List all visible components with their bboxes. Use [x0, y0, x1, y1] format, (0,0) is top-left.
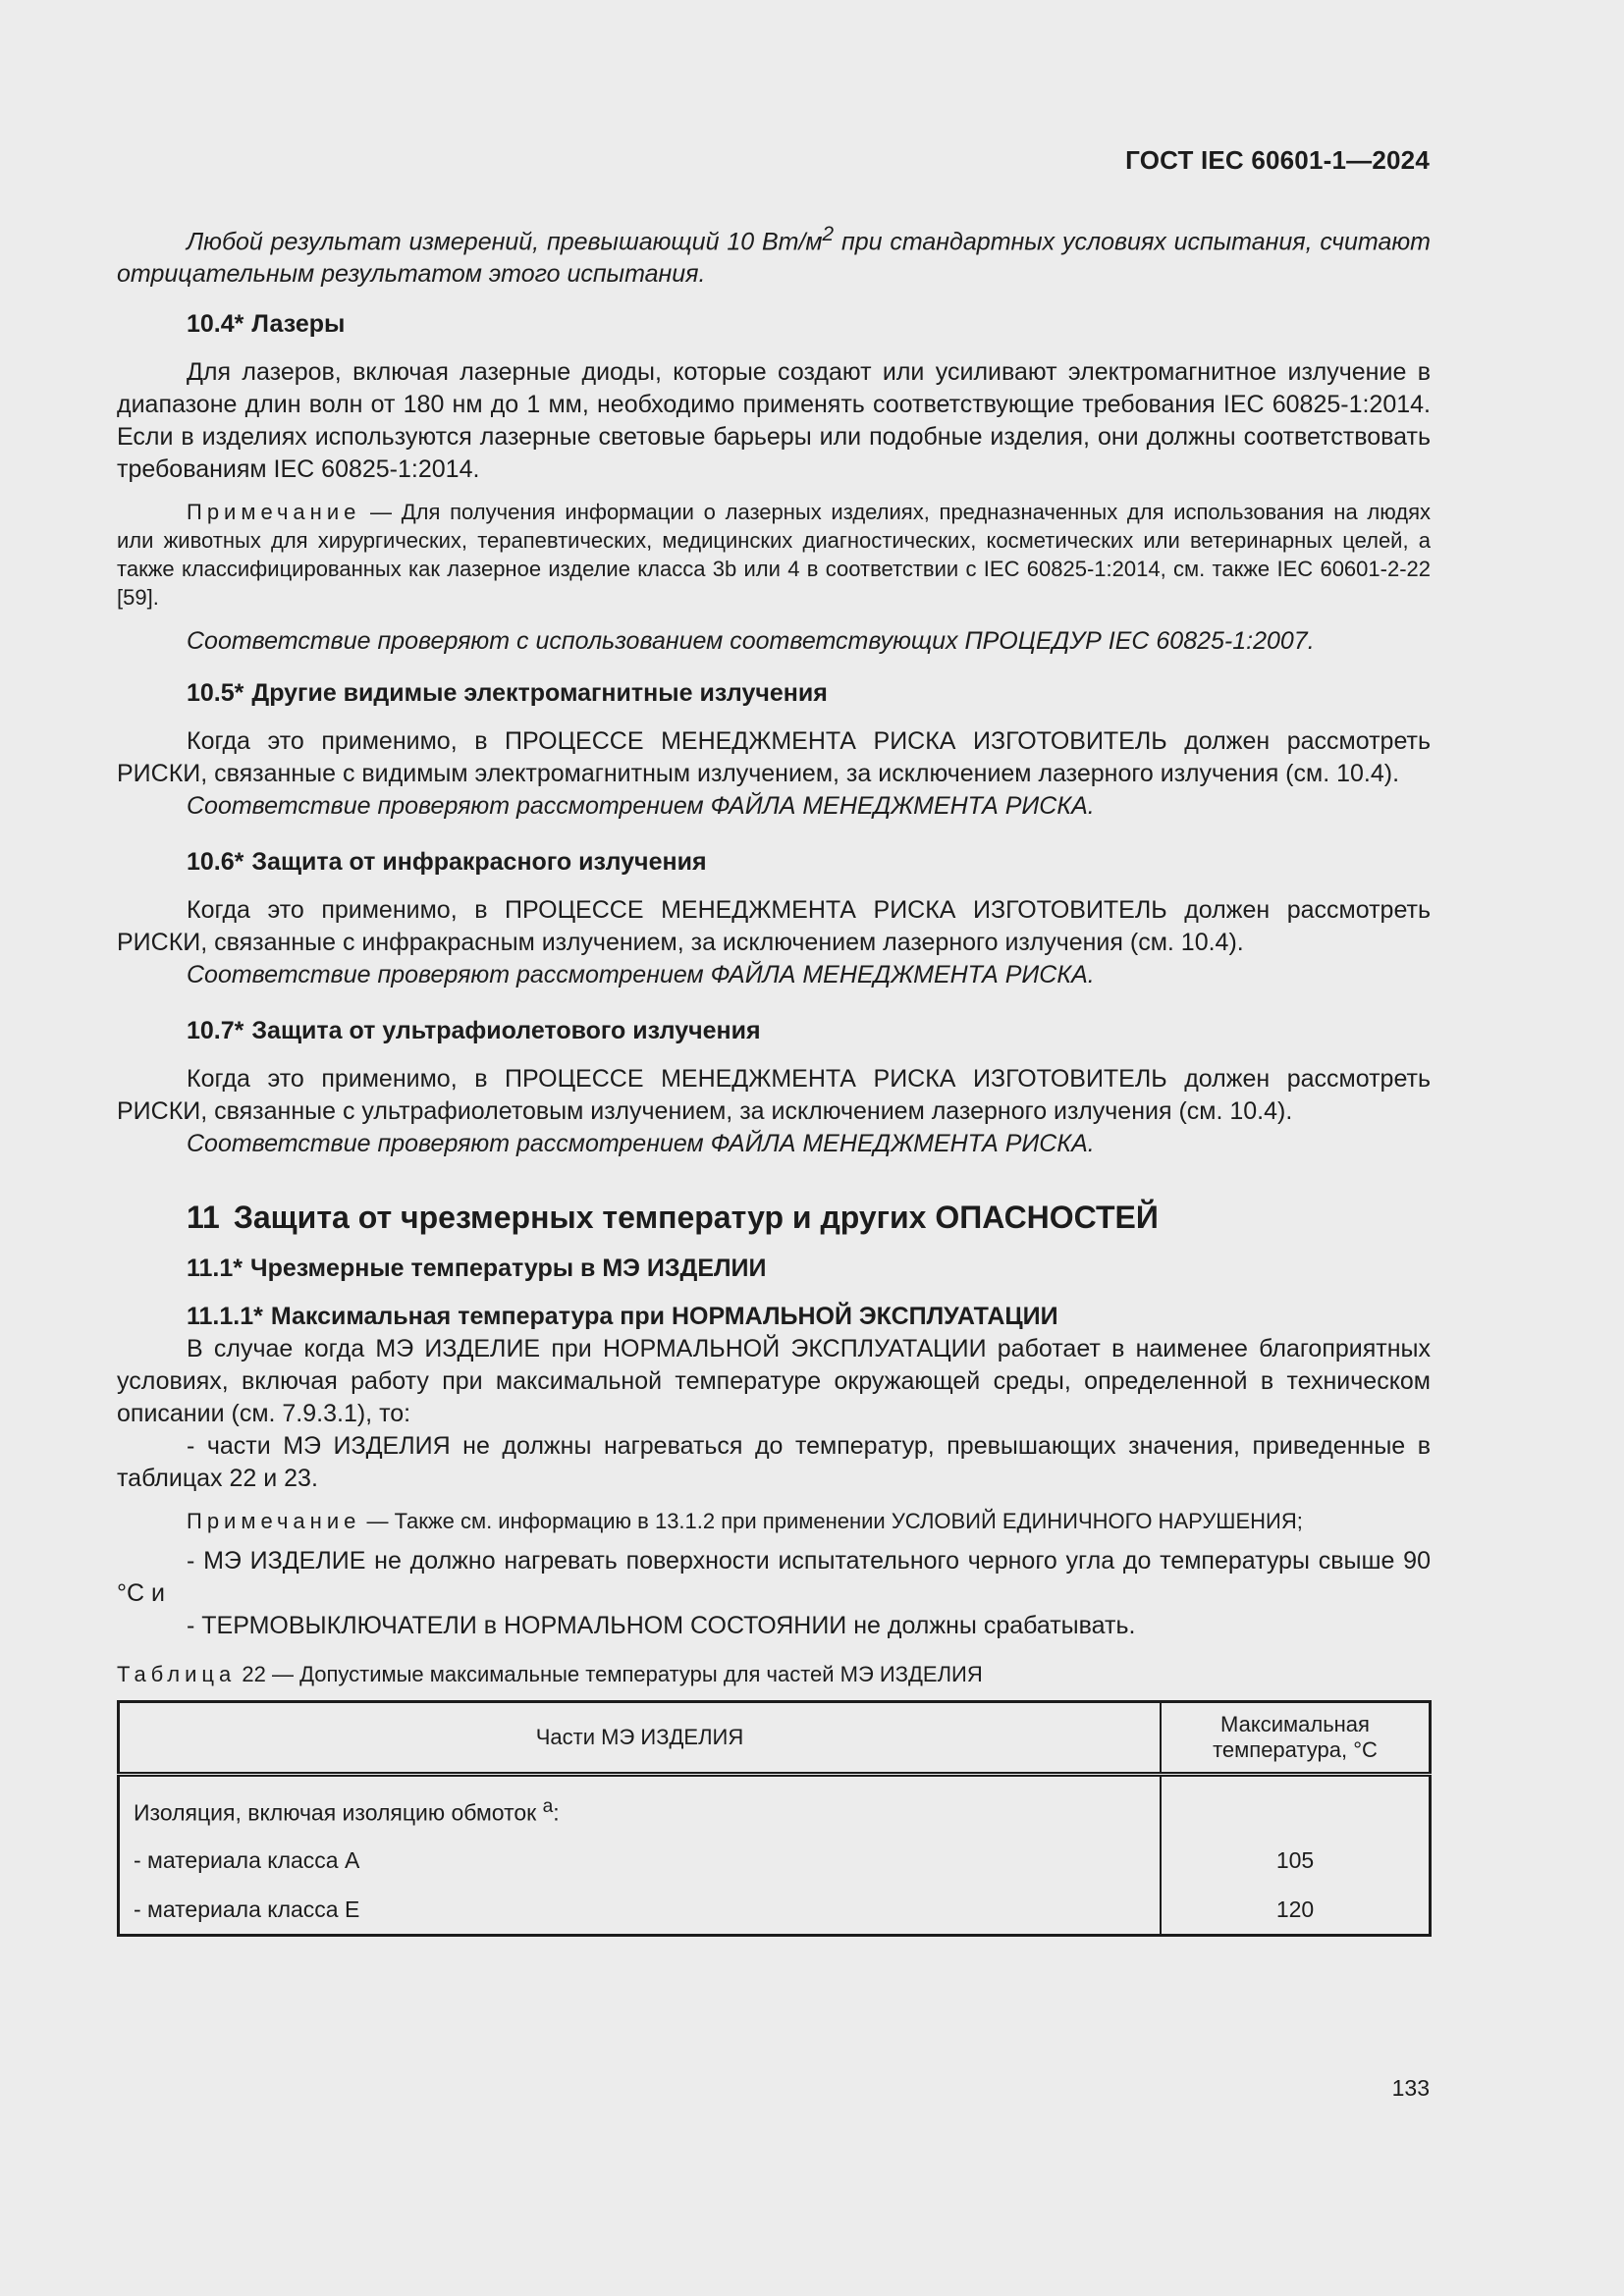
section-10-5-body: Когда это применимо, в ПРОЦЕССЕ МЕНЕДЖМЕНТА РИСКА ИЗГОТОВИТЕЛЬ должен рассмотреть РИСКИ, связанные с видимым электромагнитным излучением, за исключением лазерного излучения (см. 10.4).	[117, 727, 1431, 788]
cell-text-tail: :	[553, 1799, 560, 1826]
footnote-marker: a	[542, 1796, 554, 1817]
section-title: Защита от инфракрасного излучения	[251, 848, 707, 877]
table-cell-part: - материала класса Е	[119, 1885, 1162, 1936]
table-cell-temp: 120	[1275, 1896, 1315, 1922]
chapter-11-heading	[117, 1198, 1431, 1237]
intro-text-a: Любой результат измерений, превышающий 10 Вт/м	[187, 228, 823, 256]
table-caption-label: Таблица	[117, 1662, 237, 1687]
section-11-1-1-heading	[117, 1301, 1431, 1333]
section-title: Лазеры	[251, 310, 346, 339]
table-row	[119, 1885, 1431, 1936]
table-cell-temp: 105	[1275, 1846, 1315, 1873]
column-header-parts: Части МЭ ИЗДЕЛИЯ	[119, 1702, 1162, 1775]
list-item-3: - ТЕРМОВЫКЛЮЧАТЕЛИ в НОРМАЛЬНОМ СОСТОЯНИИ не должны срабатывать.	[187, 1612, 1136, 1640]
section-title: Максимальная температура при НОРМАЛЬНОЙ ЭКСПЛУАТАЦИИ	[270, 1303, 1058, 1331]
section-number: 11.1*	[187, 1255, 244, 1283]
table-row	[119, 1775, 1431, 1837]
column-header-line-2: температура, °С	[1213, 1737, 1378, 1763]
table-header-row	[119, 1702, 1431, 1775]
note-text: — Также см. информацию в 13.1.2 при применении УСЛОВИЙ ЕДИНИЧНОГО НАРУШЕНИЯ;	[360, 1509, 1303, 1534]
intro-text-b: при стандартных условиях испытания, считают отрицательным результатом этого испытания.	[117, 228, 1432, 289]
table-cell-part: - материала класса А	[119, 1836, 1162, 1885]
table-22	[117, 1700, 1432, 1937]
column-header-line-1: Максимальная	[1220, 1712, 1370, 1737]
section-number: 11.1.1*	[187, 1303, 263, 1331]
section-title: Чрезмерные температуры в МЭ ИЗДЕЛИИ	[250, 1255, 767, 1283]
table-22-caption	[117, 1660, 1431, 1688]
chapter-title: Защита от чрезмерных температур и других ОПАСНОСТЕЙ	[233, 1200, 1159, 1236]
section-10-4-heading	[117, 308, 1431, 341]
section-title: Защита от ультрафиолетового излучения	[251, 1017, 761, 1045]
table-cell-part	[119, 1775, 1162, 1837]
list-item-1: - части МЭ ИЗДЕЛИЯ не должны нагреваться до температур, превышающих значения, приведенные в таблицах 22 и 23.	[117, 1432, 1431, 1493]
section-11-1-1-body: В случае когда МЭ ИЗДЕЛИЕ при НОРМАЛЬНОЙ ЭКСПЛУАТАЦИИ работает в наименее благоприятных условиях, включая работу при максимальной температуре окружающей среды, определенной в техническом описании (см. 7.9.3.1), то:	[117, 1335, 1431, 1428]
note-text: — Для получения информации о лазерных изделиях, предназначенных для использования на людях или животных для хирургических, терапевтических, медицинских диагностических, косметических или ветеринарных целей, а также классифицированных как лазерное изделие класса 3b или 4 в соответствии с IEC 60825-1:2014, см. также IEC 60601-2-22 [59].	[117, 500, 1431, 611]
note-label: Примечание	[187, 500, 361, 525]
section-10-6-heading	[117, 846, 1431, 879]
chapter-number: 11	[187, 1200, 220, 1236]
section-number: 10.7*	[187, 1017, 244, 1045]
standard-code: ГОСТ IEC 60601-1—2024	[1125, 145, 1430, 175]
column-header-max-temp	[1161, 1702, 1431, 1775]
list-item-2: - МЭ ИЗДЕЛИЕ не должно нагревать поверхности испытательного черного угла до температуры свыше 90 °С и	[117, 1547, 1431, 1608]
section-10-4-note	[117, 498, 1431, 612]
section-10-7-compliance: Соответствие проверяют рассмотрением ФАЙЛА МЕНЕДЖМЕНТА РИСКА.	[187, 1130, 1095, 1158]
section-10-7-body: Когда это применимо, в ПРОЦЕССЕ МЕНЕДЖМЕНТА РИСКА ИЗГОТОВИТЕЛЬ должен рассмотреть РИСКИ, связанные с ультрафиолетовым излучением, за исключением лазерного излучения (см. 10.4).	[117, 1065, 1431, 1126]
section-10-7-heading	[117, 1015, 1431, 1047]
section-number: 10.4*	[187, 310, 244, 339]
section-number: 10.5*	[187, 679, 244, 708]
section-10-5-heading	[117, 677, 1431, 710]
intro-paragraph	[117, 218, 1431, 291]
table-row	[119, 1836, 1431, 1885]
table-caption-text: 22 — Допустимые максимальные температуры для частей МЭ ИЗДЕЛИЯ	[236, 1662, 983, 1687]
note-label: Примечание	[187, 1509, 361, 1534]
section-10-4-compliance: Соответствие проверяют с использованием соответствующих ПРОЦЕДУР IEC 60825-1:2007.	[187, 627, 1315, 656]
section-10-4-body: Для лазеров, включая лазерные диоды, которые создают или усиливают электромагнитное излучение в диапазоне длин волн от 180 нм до 1 мм, необходимо применять соответствующие требования IEC 60825-1:2014. Если в изделиях используются лазерные световые барьеры или подобные изделия, они должны соответствовать требованиям IEC 60825-1:2014.	[117, 358, 1431, 484]
intro-superscript: 2	[822, 223, 835, 245]
page-content	[117, 218, 1431, 1937]
section-11-1-1-note	[117, 1507, 1431, 1535]
section-title: Другие видимые электромагнитные излучения	[251, 679, 828, 708]
section-10-6-compliance: Соответствие проверяют рассмотрением ФАЙЛА МЕНЕДЖМЕНТА РИСКА.	[187, 961, 1095, 989]
cell-text: Изоляция, включая изоляцию обмоток	[134, 1799, 543, 1826]
section-10-5-compliance: Соответствие проверяют рассмотрением ФАЙЛА МЕНЕДЖМЕНТА РИСКА.	[187, 792, 1095, 821]
section-number: 10.6*	[187, 848, 244, 877]
table-cell-temp	[1161, 1775, 1431, 1837]
page-number: 133	[1391, 2075, 1430, 2101]
section-11-1-heading	[117, 1253, 1431, 1285]
section-10-6-body: Когда это применимо, в ПРОЦЕССЕ МЕНЕДЖМЕНТА РИСКА ИЗГОТОВИТЕЛЬ должен рассмотреть РИСКИ, связанные с инфракрасным излучением, за исключением лазерного излучения (см. 10.4).	[117, 896, 1431, 957]
